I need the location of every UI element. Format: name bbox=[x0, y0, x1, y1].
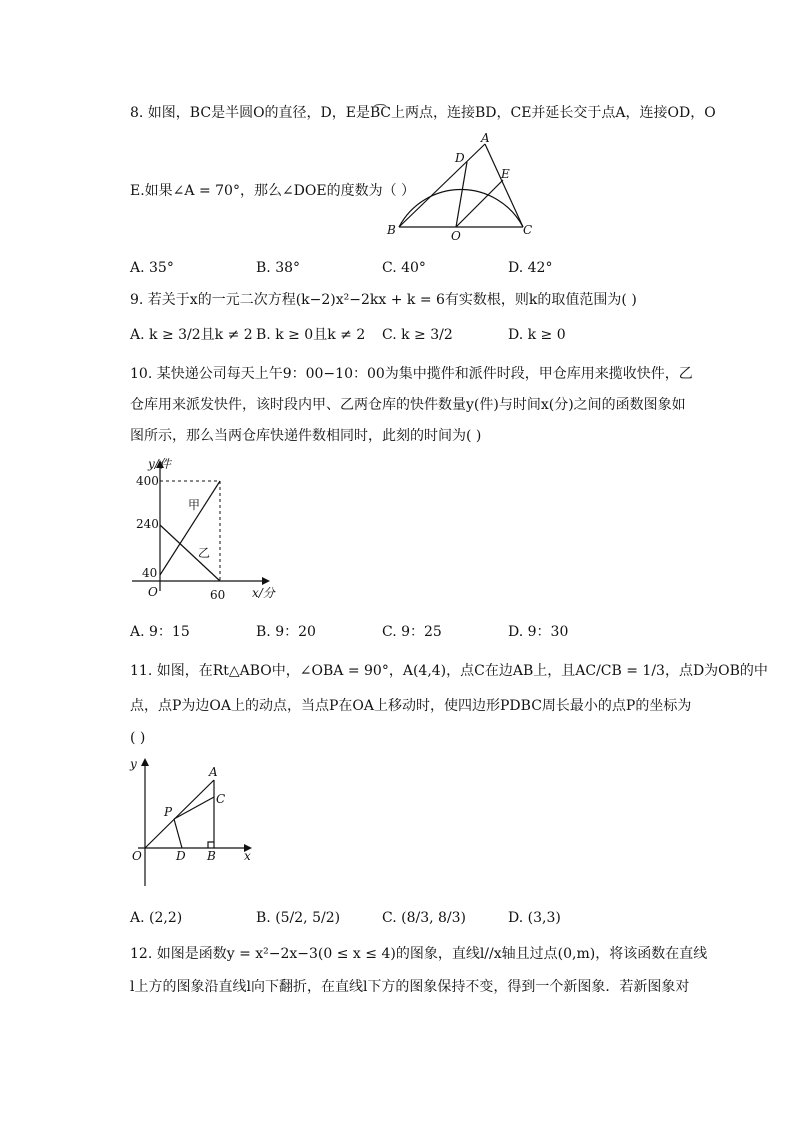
q11-option-d[interactable]: D. (3,3) bbox=[508, 910, 561, 926]
label-b: B bbox=[207, 849, 216, 863]
q10-line-1: 10. 某快递公司每天上午9：00−10：00为集中揽件和派件时段，甲仓库用来揽收快件，乙 bbox=[130, 366, 693, 382]
q9-option-d[interactable]: D. k ≥ 0 bbox=[508, 327, 566, 343]
label-d: D bbox=[176, 849, 186, 863]
q8-line-1: 8. 如图，BC是半圆O的直径，D，E是B͡C上两点，连接BD，CE并延长交于点A，连接OD，O bbox=[130, 105, 716, 121]
segment-pd bbox=[174, 819, 182, 848]
q11-option-c[interactable]: C. (8/3, 8/3) bbox=[382, 910, 466, 926]
q10-line-2: 仓库用来派发快件，该时段内甲、乙两仓库的快件数量y(件)与时间x(分)之间的函数图象如 bbox=[130, 397, 686, 413]
label-yi: 乙 bbox=[198, 546, 211, 560]
q11-option-b[interactable]: B. (5/2, 5/2) bbox=[256, 910, 341, 926]
q8-option-b[interactable]: B. 38° bbox=[256, 260, 301, 276]
line-yi bbox=[160, 525, 220, 581]
label-p: P bbox=[164, 805, 173, 819]
label-x: x bbox=[244, 849, 251, 863]
label-a: A bbox=[481, 131, 490, 145]
q10-option-a[interactable]: A. 9：15 bbox=[130, 624, 190, 640]
q9-option-c[interactable]: C. k ≥ 3/2 bbox=[382, 327, 453, 343]
label-o: O bbox=[132, 849, 142, 863]
q10-graph-figure bbox=[132, 456, 292, 606]
tick-400: 400 bbox=[136, 474, 159, 488]
segment-ba bbox=[399, 144, 485, 227]
q11-geometry-figure bbox=[128, 752, 268, 892]
label-a: A bbox=[209, 765, 218, 779]
q9-option-a[interactable]: A. k ≥ 3/2且k ≠ 2 bbox=[130, 327, 253, 343]
y-axis-label: y/件 bbox=[148, 457, 171, 471]
right-angle-mark bbox=[208, 842, 214, 848]
label-b: B bbox=[387, 223, 396, 237]
x-axis-label: x/分 bbox=[252, 586, 275, 600]
q8-line-2: E.如果∠A = 70°，那么∠DOE的度数为（ ） bbox=[130, 183, 416, 199]
q11-option-a[interactable]: A. (2,2) bbox=[130, 910, 183, 926]
label-jia: 甲 bbox=[188, 498, 201, 512]
q9-option-b[interactable]: B. k ≥ 0且k ≠ 2 bbox=[256, 327, 366, 343]
q11-line-3: ( ) bbox=[130, 730, 146, 746]
q12-line-2: l上方的图象沿直线l向下翻折，在直线l下方的图象保持不变，得到一个新图象．若新图象对 bbox=[130, 979, 690, 995]
label-e: E bbox=[501, 167, 510, 181]
q10-option-b[interactable]: B. 9：20 bbox=[256, 624, 316, 640]
q10-option-c[interactable]: C. 9：25 bbox=[382, 624, 442, 640]
q9-line-1: 9. 若关于x的一元二次方程(k−2)x²−2kx + k = 6有实数根，则k的取值范围为( ) bbox=[130, 292, 637, 308]
q8-option-d[interactable]: D. 42° bbox=[508, 260, 553, 276]
y-axis-arrow bbox=[141, 758, 149, 766]
origin-label: O bbox=[148, 585, 158, 599]
x-axis-arrow bbox=[262, 577, 270, 585]
label-d: D bbox=[455, 151, 465, 165]
label-c: C bbox=[216, 792, 226, 806]
q8-option-a[interactable]: A. 35° bbox=[130, 260, 174, 276]
q11-line-1: 11. 如图，在Rt△ABO中，∠OBA = 90°，A(4,4)，点C在边AB上，且AC/CB = 1/3，点D为OB的中 bbox=[130, 663, 768, 679]
line-jia bbox=[160, 481, 220, 575]
tick-40: 40 bbox=[142, 566, 158, 580]
label-c: C bbox=[523, 223, 533, 237]
label-o: O bbox=[451, 229, 461, 243]
q11-line-2: 点，点P为边OA上的动点，当点P在OA上移动时，使四边形PDBC周长最小的点P的坐标为 bbox=[130, 698, 692, 714]
q8-semicircle-figure bbox=[385, 132, 535, 242]
segment-ca bbox=[485, 144, 523, 227]
tick-240: 240 bbox=[136, 517, 159, 531]
q12-line-1: 12. 如图是函数y = x²−2x−3(0 ≤ x ≤ 4)的图象，直线l//x轴且过点(0,m)，将该函数在直线 bbox=[130, 946, 708, 962]
q10-option-d[interactable]: D. 9：30 bbox=[508, 624, 569, 640]
q10-line-3: 图所示，那么当两仓库快递件数相同时，此刻的时间为( ) bbox=[130, 428, 482, 444]
q8-option-c[interactable]: C. 40° bbox=[382, 260, 426, 276]
tick-60: 60 bbox=[210, 588, 226, 602]
label-y: y bbox=[130, 757, 137, 771]
